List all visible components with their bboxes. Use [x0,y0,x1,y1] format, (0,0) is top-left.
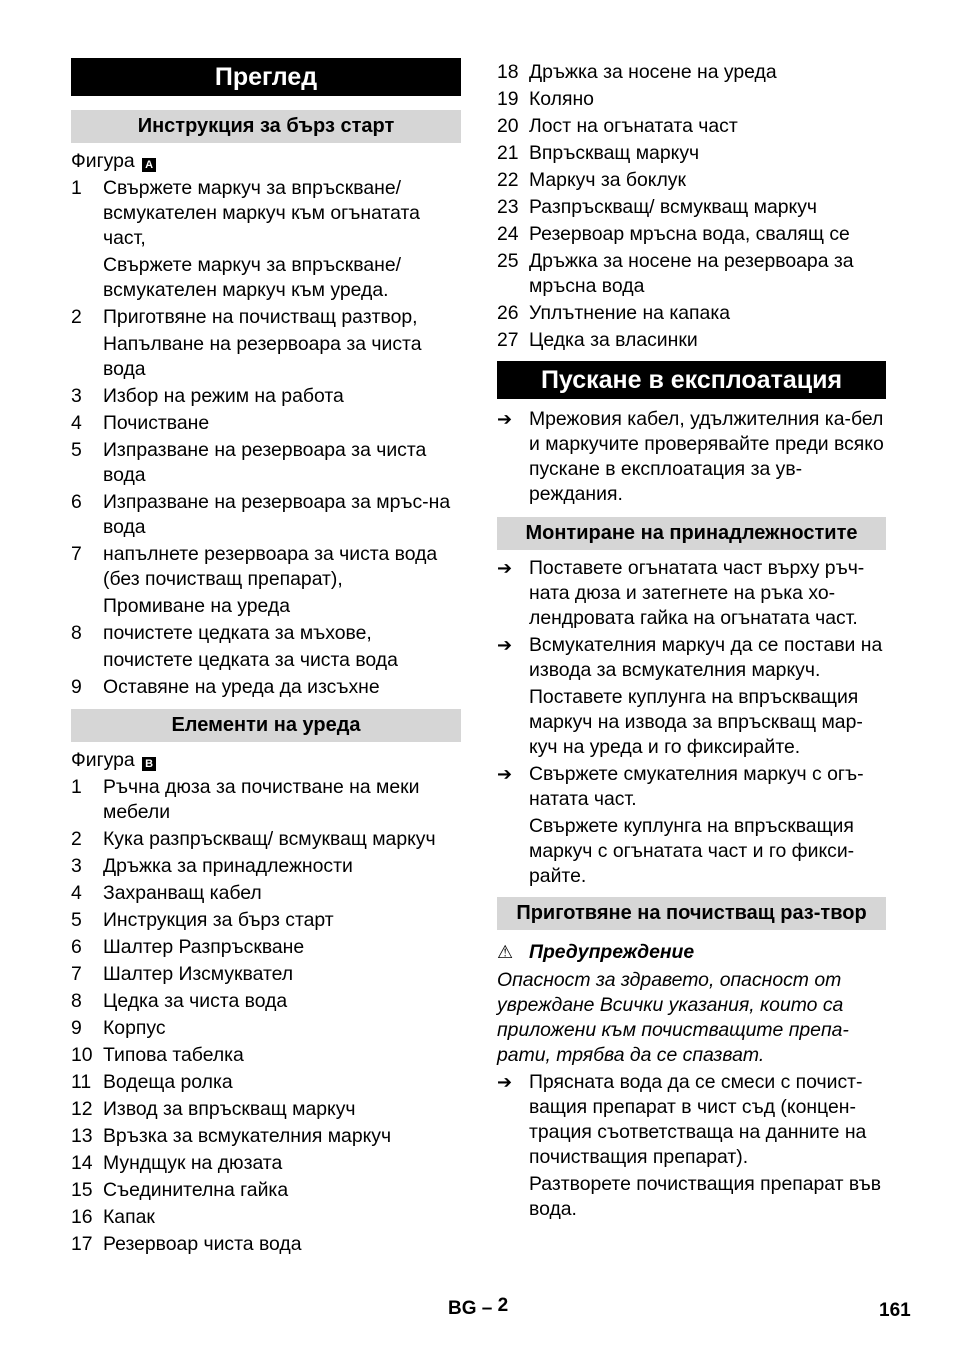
list-item [71,621,461,646]
list-item-continuation: Свържете маркуч за впръскване/ всмукателен маркуч към уреда. [103,254,401,301]
arrow-right-icon: ➔ [497,558,513,578]
element-item [71,881,461,906]
element-item [497,141,886,166]
element-number: 9 [71,1017,82,1039]
element-text: Мундщук на дюзата [103,1152,283,1174]
instruction-step [497,633,886,683]
element-number: 2 [71,828,82,850]
instruction-continuation: Разтворете почистващия препарат във вода. [529,1173,882,1220]
element-item [71,1232,461,1257]
element-item [71,854,461,879]
subsection-title-elements: Елементи на уреда [71,709,461,742]
element-number: 26 [497,302,519,324]
element-item [497,195,886,220]
subsection-title-accessories: Монтиране на принадлежностите [497,517,886,550]
element-text: Ръчна дюза за почистване на меки мебели [103,776,420,823]
element-text: Водеща ролка [103,1071,233,1093]
element-number: 17 [71,1233,93,1255]
list-item-continuation: Промиване на уреда [103,595,291,617]
list-item-number: 4 [71,412,82,434]
element-text: Дръжка за носене на резервоара за мръсна вода [529,250,854,297]
arrow-right-icon: ➔ [497,764,513,784]
quickstart-list [71,176,461,700]
instruction-continuation: Поставете куплунга на впръскващия маркуч на извода за впръскващ мар-куч на уреда и го фиксирайте. [529,686,863,758]
element-number: 22 [497,169,519,191]
list-item-text: Изпразване на резервоара за мръс-на вода [103,491,451,538]
startup-intro: ➔ Мрежовия кабел, удължителния ка-бел и маркучите проверявайте преди всяко пускане в експлоатация за ув-реждания. [497,408,884,505]
list-item-number: 1 [71,177,82,199]
element-number: 23 [497,196,519,218]
page-number: 161 [879,1300,911,1321]
element-item [497,249,886,299]
element-text: Маркуч за боклук [529,169,686,191]
element-number: 15 [71,1179,93,1201]
list-item [71,490,461,540]
subsection-title-quickstart: Инструкция за бърз старт [71,110,461,143]
element-item [71,1205,461,1230]
element-number: 13 [71,1125,93,1147]
figure-a-icon: A [142,158,156,172]
list-item [71,438,461,488]
list-item-continuation: Напълване на резервоара за чиста вода [103,333,422,380]
element-text: Цедка за чиста вода [103,990,288,1012]
arrow-right-icon: ➔ [497,1072,513,1092]
list-item [71,176,461,251]
element-text: Впръскващ маркуч [529,142,700,164]
element-item [71,908,461,933]
instruction-step [497,556,886,631]
element-item [71,1178,461,1203]
element-item [497,301,886,326]
element-item [497,168,886,193]
list-item-number: 5 [71,439,82,461]
element-text: Връзка за всмукателния маркуч [103,1125,392,1147]
element-text: Лост на огънатата част [529,115,738,137]
element-text: Резервоар мръсна вода, свалящ се [529,223,850,245]
element-number: 7 [71,963,82,985]
list-item-text: Почистване [103,412,210,434]
list-item-number: 9 [71,676,82,698]
instruction-text: Прясната вода да се смеси с почист-ващия препарат в чист съд (концен-трация съответстваща на данните на почистващия препарат). [529,1071,867,1168]
element-number: 21 [497,142,519,164]
left-column [71,58,461,1257]
element-number: 24 [497,223,519,245]
figure-reference-b: Фигура B [71,748,461,773]
section-title-overview: Преглед [71,58,461,96]
element-text: Резервоар чиста вода [103,1233,302,1255]
list-item-number: 6 [71,491,82,513]
list-item-text: Приготвяне на почистващ разтвор, [103,306,418,328]
warning-heading: ⚠ Предупреждение [497,941,695,963]
footer-language-section: BG – 2 [448,1295,509,1319]
instruction-step [497,1070,886,1170]
list-item-text: Изпразване на резервоара за чиста вода [103,439,427,486]
element-item [497,60,886,85]
list-item [71,305,461,330]
element-item [71,989,461,1014]
element-text: Цедка за власинки [529,329,698,351]
instruction-text: Поставете огънатата част върху ръч-ната дюза и затегнете на ръка хо-лендровата гайка на огънатата част. [529,557,865,629]
element-text: Шалтер Изсмуквател [103,963,294,985]
element-number: 27 [497,329,519,351]
list-item-text: Избор на режим на работа [103,385,344,407]
element-text: Корпус [103,1017,166,1039]
element-number: 25 [497,250,519,272]
instruction-text: Всмукателния маркуч да се постави на извода за всмукателния маркуч. [529,634,883,681]
figure-reference-a: Фигура A [71,149,461,174]
list-item [71,384,461,409]
element-number: 8 [71,990,82,1012]
instruction-continuation: Свържете куплунга на впръскващия маркуч с огънатата част и го фикси-райте. [529,815,855,887]
element-item [71,1070,461,1095]
element-number: 20 [497,115,519,137]
element-item [71,1043,461,1068]
element-number: 1 [71,776,82,798]
element-text: Уплътнение на капака [529,302,731,324]
figure-b-icon: B [142,757,156,771]
list-item-number: 2 [71,306,82,328]
list-item-continuation: почистете цедката за чиста вода [103,649,398,671]
right-column [497,58,886,1222]
element-number: 5 [71,909,82,931]
list-item-text: напълнете резервоара за чиста вода (без почистващ препарат), [103,543,438,590]
element-number: 11 [71,1071,92,1093]
list-item [71,411,461,436]
arrow-right-icon: ➔ [497,409,513,429]
element-item [71,827,461,852]
element-number: 16 [71,1206,93,1228]
element-number: 3 [71,855,82,877]
element-text: Дръжка за носене на уреда [529,61,777,83]
subsection-title-solution: Приготвяне на почистващ раз-твор [497,897,886,930]
arrow-right-icon: ➔ [497,635,513,655]
element-item [497,87,886,112]
list-item-text: Свържете маркуч за впръскване/ всмукателен маркуч към огънатата част, [103,177,420,249]
section-title-startup: Пускане в експлоатация [497,361,886,399]
element-number: 19 [497,88,519,110]
element-text: Дръжка за принадлежности [103,855,353,877]
accessories-steps [497,556,886,889]
element-text: Коляно [529,88,594,110]
list-item-text: почистете цедката за мъхове, [103,622,372,644]
element-text: Захранващ кабел [103,882,262,904]
element-item [497,222,886,247]
element-item [71,1151,461,1176]
instruction-text: Свържете смукателния маркуч с огъ-натата част. [529,763,864,810]
element-text: Разпръскващ/ всмукващ маркуч [529,196,818,218]
element-number: 18 [497,61,519,83]
element-number: 10 [71,1044,93,1066]
element-text: Извод за впръскващ маркуч [103,1098,356,1120]
element-text: Типова табелка [103,1044,244,1066]
list-item [71,675,461,700]
element-item [71,775,461,825]
element-item [497,328,886,353]
element-text: Шалтер Разпръскване [103,936,305,958]
warning-triangle-icon: ⚠ [497,942,514,962]
element-item [71,1124,461,1149]
element-text: Съединителна гайка [103,1179,289,1201]
element-number: 14 [71,1152,93,1174]
elements-list-right [497,60,886,353]
solution-steps [497,1070,886,1222]
element-text: Инструкция за бърз старт [103,909,334,931]
element-number: 12 [71,1098,93,1120]
element-text: Капак [103,1206,155,1228]
element-item [71,962,461,987]
list-item-number: 7 [71,543,82,565]
list-item-number: 3 [71,385,82,407]
element-item [71,935,461,960]
element-number: 6 [71,936,82,958]
list-item [71,542,461,592]
element-item [71,1016,461,1041]
warning-text: Опасност за здравето, опасност от увреждане Всички указания, които са приложени към почистващите препа-рати, трябва да се спазват. [497,969,849,1066]
instruction-step [497,762,886,812]
element-text: Кука разпръскващ/ всмукващ маркуч [103,828,436,850]
elements-list-left [71,775,461,1257]
list-item-text: Оставяне на уреда да изсъхне [103,676,380,698]
list-item-number: 8 [71,622,82,644]
element-item [497,114,886,139]
element-item [71,1097,461,1122]
element-number: 4 [71,882,82,904]
